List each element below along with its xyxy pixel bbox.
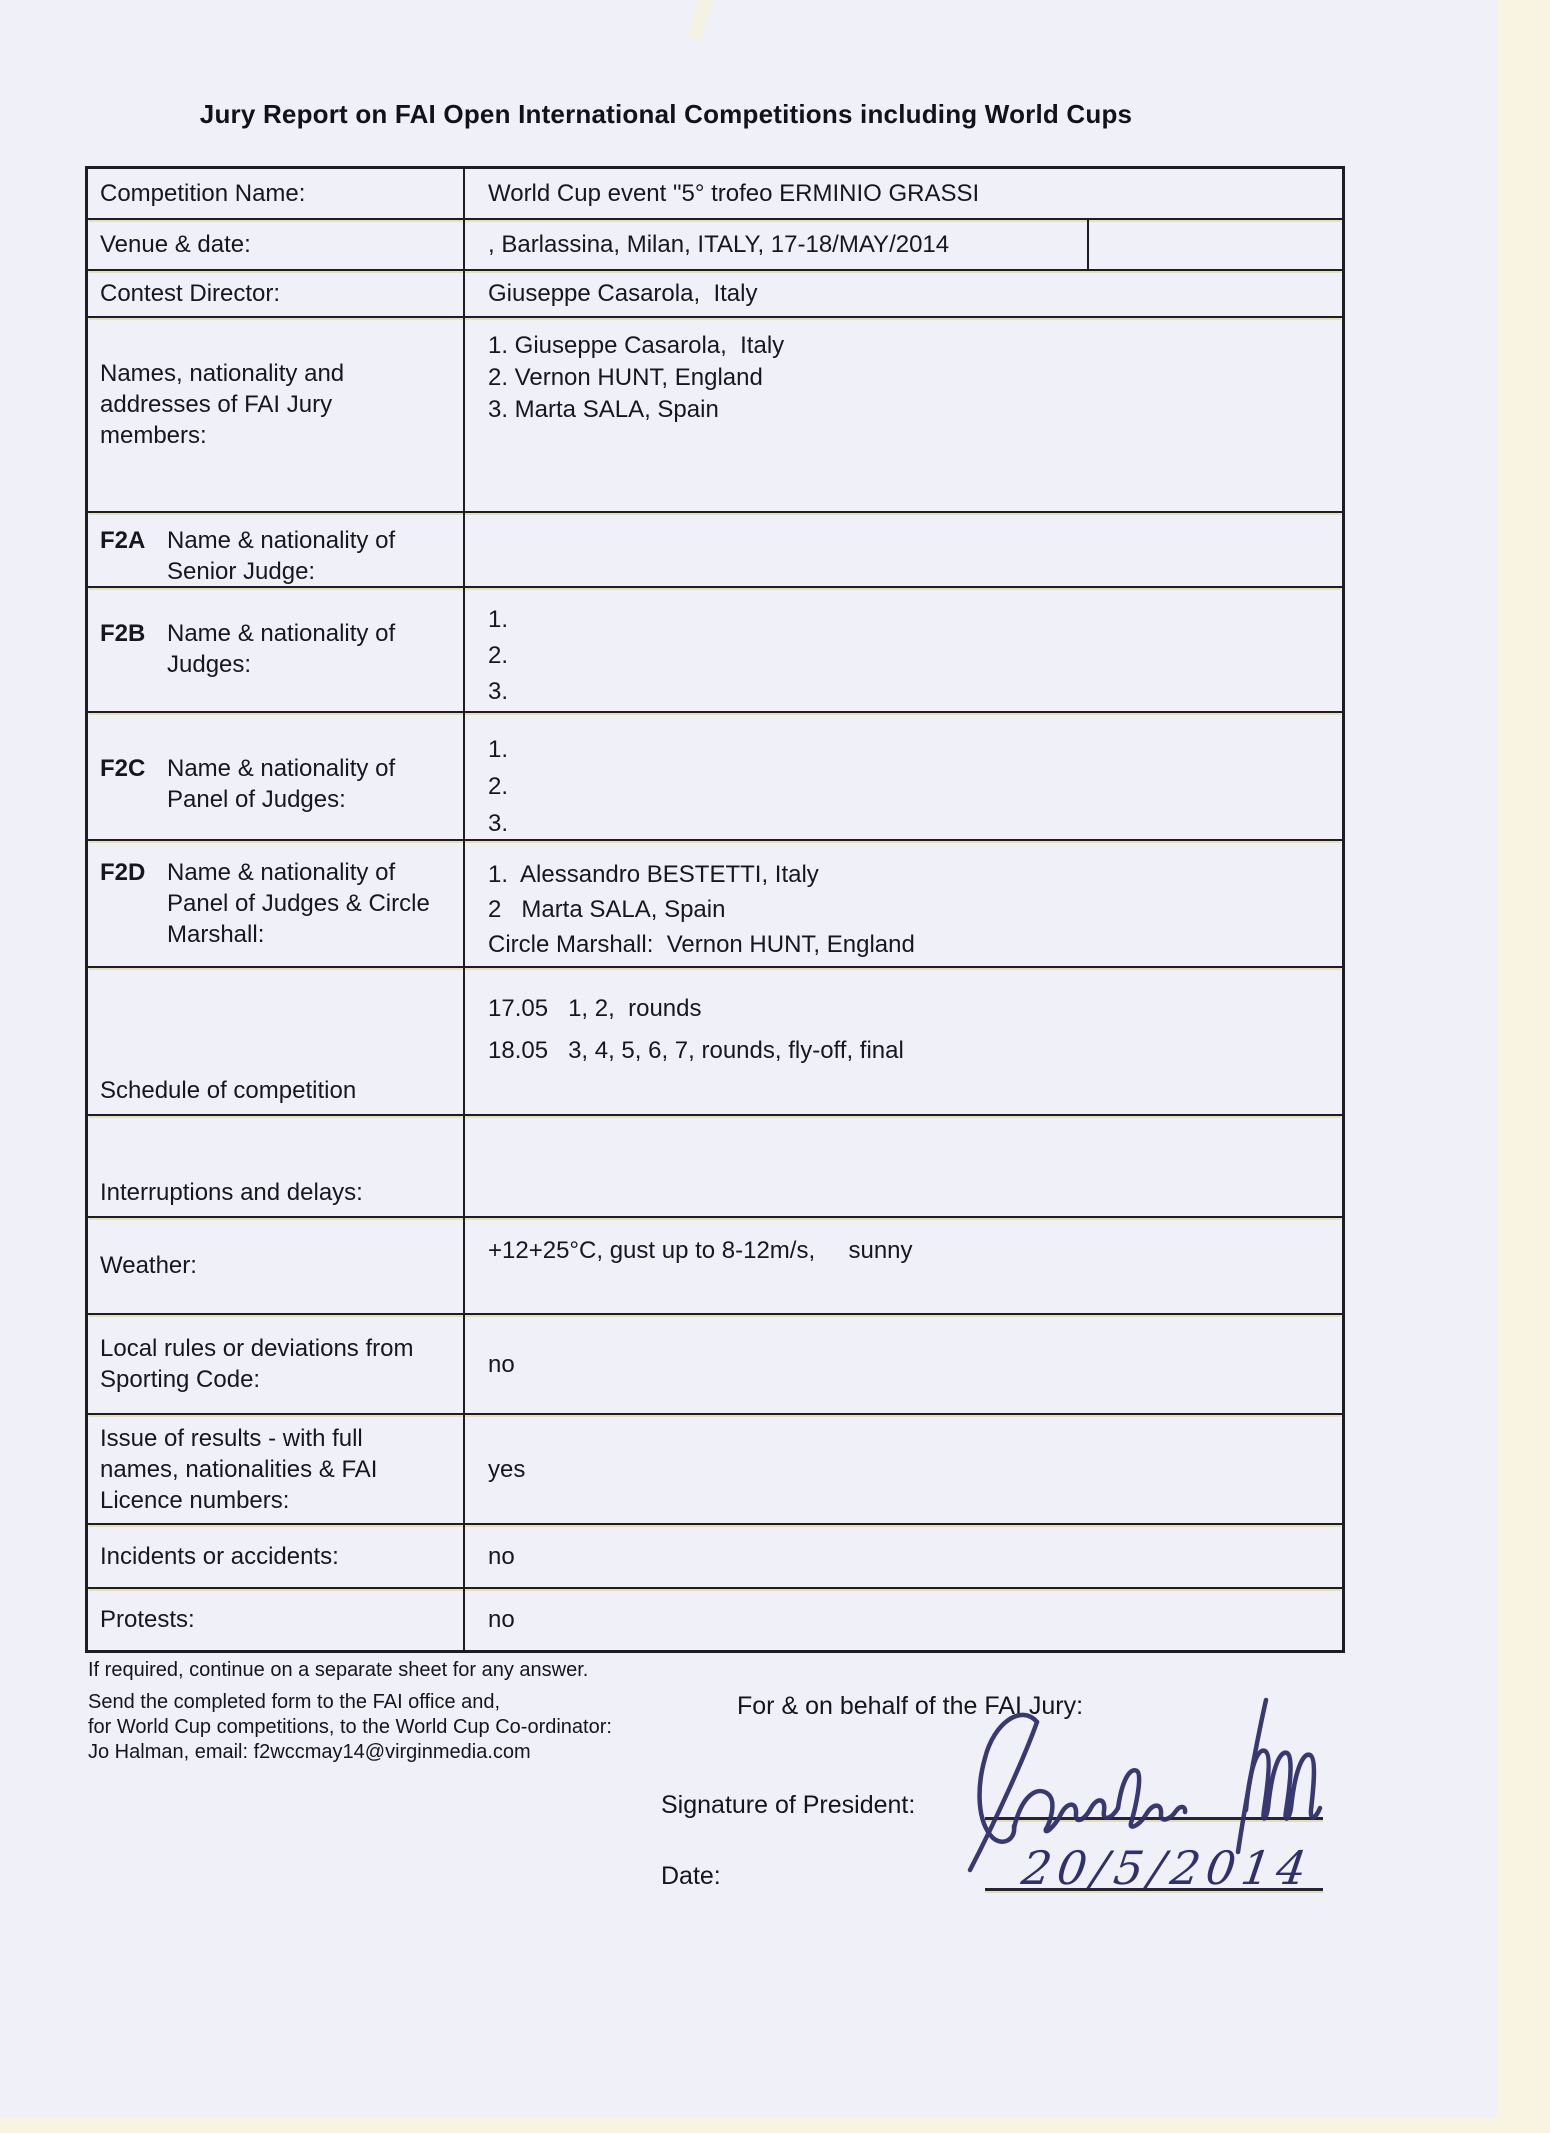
row-value: 3.	[488, 678, 509, 705]
row-label-cell	[88, 271, 465, 316]
row-label-cell	[88, 1116, 465, 1216]
row-value-cell	[465, 169, 1342, 218]
row-value: 1. Giuseppe Casarola, Italy	[488, 332, 785, 359]
row-label: Name & nationality of Panel of Judges:	[167, 755, 396, 813]
row-label-cell	[88, 1218, 465, 1313]
send-instructions	[88, 1690, 612, 1765]
signature-stroke	[980, 1715, 1037, 1842]
table-row	[88, 841, 1342, 968]
row-value-cell	[465, 1315, 1342, 1413]
send-line: Send the completed form to the FAI office and,	[88, 1691, 501, 1713]
row-label: Protests:	[100, 1606, 195, 1633]
row-value: 2. Vernon HUNT, England	[488, 364, 763, 391]
table-row	[88, 1116, 1342, 1218]
row-label: Contest Director:	[100, 280, 281, 307]
handwritten-date: 20/5/2014	[1018, 1841, 1316, 1895]
row-value-cell	[465, 841, 1342, 966]
row-label-cell	[88, 318, 465, 511]
row-value: 1.	[488, 736, 509, 763]
row-label-cell	[88, 841, 465, 966]
table-row	[88, 968, 1342, 1116]
row-value: World Cup event "5° trofeo ERMINIO GRASSI	[488, 180, 980, 207]
president-signature	[900, 1680, 1350, 1920]
row-label: Interruptions and delays:	[100, 1179, 363, 1206]
row-value-cell	[465, 1415, 1342, 1523]
table-row	[88, 1525, 1342, 1589]
row-label-cell	[88, 513, 465, 586]
row-value-cell	[465, 271, 1342, 316]
row-label: Weather:	[100, 1252, 197, 1279]
signature-stroke	[1014, 1791, 1118, 1831]
row-value-cell	[465, 1116, 1342, 1216]
row-value: yes	[488, 1455, 526, 1483]
continuation-note: If required, continue on a separate sheet for any answer.	[88, 1659, 589, 1681]
row-value: no	[488, 1542, 515, 1570]
table-row	[88, 588, 1342, 713]
signature-of-president-label: Signature of President:	[661, 1791, 916, 1819]
date-label: Date:	[661, 1862, 721, 1890]
row-value-cell	[465, 588, 1342, 711]
row-value: Giuseppe Casarola, Italy	[488, 280, 758, 307]
row-value-cell	[465, 713, 1342, 839]
table-row	[88, 169, 1342, 220]
row-label: Name & nationality of Panel of Judges & Circle Marshall:	[167, 859, 430, 948]
table-row	[88, 1315, 1342, 1415]
cell-subdivider	[1087, 220, 1089, 269]
row-value: 2.	[488, 642, 509, 669]
row-code: F2A	[100, 527, 146, 554]
row-label: Competition Name:	[100, 180, 306, 207]
signature-stroke	[1246, 1751, 1320, 1819]
row-value: 18.05 3, 4, 5, 6, 7, rounds, fly-off, final	[488, 1037, 904, 1064]
table-row	[88, 713, 1342, 841]
row-value-cell	[465, 968, 1342, 1114]
table-row	[88, 271, 1342, 318]
row-value: Circle Marshall: Vernon HUNT, England	[488, 931, 915, 958]
table-row	[88, 513, 1342, 588]
row-label-cell	[88, 1315, 465, 1413]
row-value-cell	[465, 1218, 1342, 1313]
row-label-cell	[88, 968, 465, 1114]
page-title: Jury Report on FAI Open International Competitions including World Cups	[199, 99, 1133, 129]
row-value-cell	[465, 318, 1342, 511]
row-value-cell	[465, 220, 1342, 269]
row-label: Name & nationality of Judges:	[167, 620, 396, 678]
row-value-cell	[465, 513, 1342, 586]
row-label: Venue & date:	[100, 231, 251, 258]
row-code: F2C	[100, 755, 146, 782]
row-value: 17.05 1, 2, rounds	[488, 995, 702, 1022]
row-label: Local rules or deviations from Sporting Code:	[100, 1335, 414, 1393]
row-value: no	[488, 1350, 515, 1378]
row-label: Names, nationality and addresses of FAI Jury members:	[100, 360, 345, 449]
row-value-cell	[465, 1525, 1342, 1587]
row-code: F2D	[100, 859, 146, 886]
row-label-cell	[88, 1415, 465, 1523]
send-line: for World Cup competitions, to the World Cup Co-ordinator:	[88, 1716, 612, 1738]
row-label-cell	[88, 713, 465, 839]
row-value: 1.	[488, 606, 509, 633]
row-code: F2B	[100, 620, 146, 647]
row-label: Name & nationality of Senior Judge:	[167, 527, 396, 585]
row-value-cell	[465, 1589, 1342, 1650]
row-value: , Barlassina, Milan, ITALY, 17-18/MAY/2014	[488, 231, 950, 258]
row-value: +12+25°C, gust up to 8-12m/s, sunny	[488, 1237, 913, 1264]
table-row	[88, 1218, 1342, 1315]
table-row	[88, 1589, 1342, 1650]
table-row	[88, 1415, 1342, 1525]
row-value: 2.	[488, 773, 509, 800]
row-value: 3. Marta SALA, Spain	[488, 396, 719, 423]
row-value: no	[488, 1606, 515, 1633]
row-value: 2 Marta SALA, Spain	[488, 896, 726, 923]
signature-stroke	[1118, 1770, 1185, 1826]
row-label-cell	[88, 588, 465, 711]
row-label: Issue of results - with full names, nationalities & FAI Licence numbers:	[100, 1424, 378, 1514]
row-label: Schedule of competition	[100, 1077, 357, 1104]
behalf-of-jury-label: For & on behalf of the FAI Jury:	[737, 1692, 1084, 1720]
form-table	[85, 166, 1345, 1653]
table-row	[88, 220, 1342, 271]
table-row	[88, 318, 1342, 513]
send-line: Jo Halman, email: f2wccmay14@virginmedia.com	[88, 1741, 531, 1763]
row-label-cell	[88, 169, 465, 218]
row-label-cell	[88, 220, 465, 269]
row-label-cell	[88, 1525, 465, 1587]
row-value: 3.	[488, 810, 509, 837]
row-value: 1. Alessandro BESTETTI, Italy	[488, 861, 819, 888]
row-label-cell	[88, 1589, 465, 1650]
row-label: Incidents or accidents:	[100, 1542, 339, 1570]
